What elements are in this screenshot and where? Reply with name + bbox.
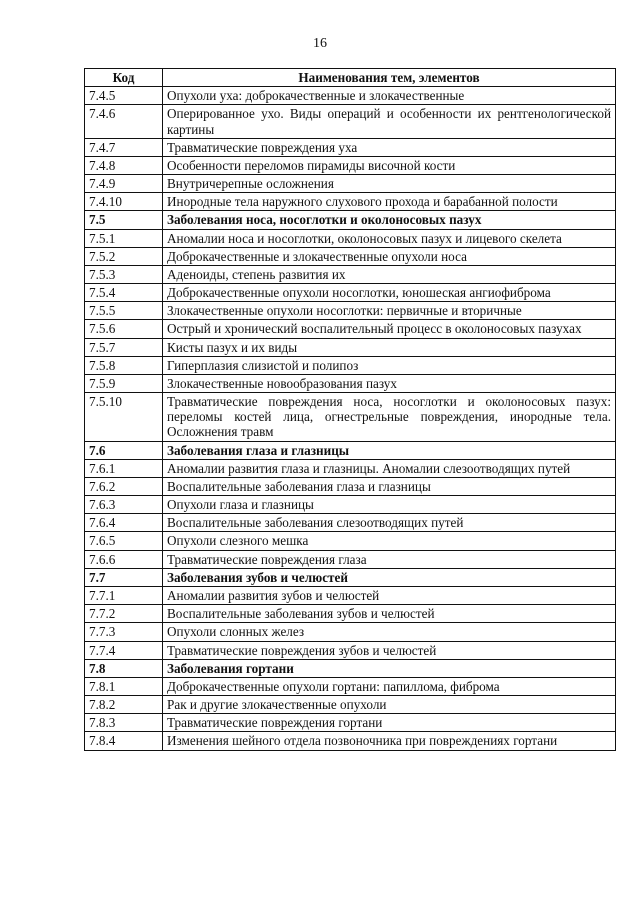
- topic-name: Воспалительные заболевания зубов и челюстей: [163, 605, 616, 623]
- table-row: [85, 550, 616, 568]
- table-row: [85, 284, 616, 302]
- topic-code: 7.4.7: [85, 138, 163, 156]
- topics-table: [84, 68, 616, 751]
- topic-name: Доброкачественные опухоли носоглотки, юношеская ангиофиброма: [163, 284, 616, 302]
- table-row: [85, 393, 616, 442]
- topic-code: 7.7: [85, 568, 163, 586]
- topic-name: Заболевания глаза и глазницы: [163, 441, 616, 459]
- table-row: [85, 320, 616, 338]
- topic-name: Гиперплазия слизистой и полипоз: [163, 356, 616, 374]
- topic-code: 7.7.3: [85, 623, 163, 641]
- topic-code: 7.8: [85, 659, 163, 677]
- table-row: [85, 714, 616, 732]
- topic-name: Злокачественные опухоли носоглотки: первичные и вторичные: [163, 302, 616, 320]
- topic-name: Травматические повреждения носа, носоглотки и околоносовых пазух: переломы костей лица, огнестрельные повреждения, инородные тела. Осложнения травм: [163, 393, 616, 442]
- topic-name: Опухоли глаза и глазницы: [163, 496, 616, 514]
- table-row: [85, 623, 616, 641]
- topic-code: 7.6.3: [85, 496, 163, 514]
- table-row: [85, 338, 616, 356]
- topic-name: Инородные тела наружного слухового прохода и барабанной полости: [163, 193, 616, 211]
- topic-code: 7.7.2: [85, 605, 163, 623]
- topic-code: 7.6.6: [85, 550, 163, 568]
- table-row: [85, 265, 616, 283]
- section-row: [85, 441, 616, 459]
- topic-name: Травматические повреждения глаза: [163, 550, 616, 568]
- table-row: [85, 87, 616, 105]
- section-row: [85, 659, 616, 677]
- topic-name: Опухоли уха: доброкачественные и злокачественные: [163, 87, 616, 105]
- table-row: [85, 374, 616, 392]
- table-row: [85, 496, 616, 514]
- table-row: [85, 514, 616, 532]
- topic-code: 7.8.1: [85, 677, 163, 695]
- topic-code: 7.5.7: [85, 338, 163, 356]
- table-header-row: [85, 69, 616, 87]
- table-row: [85, 356, 616, 374]
- topic-code: 7.4.10: [85, 193, 163, 211]
- section-row: [85, 211, 616, 229]
- table-row: [85, 732, 616, 750]
- topic-name: Кисты пазух и их виды: [163, 338, 616, 356]
- table-row: [85, 105, 616, 138]
- topic-code: 7.7.4: [85, 641, 163, 659]
- topic-code: 7.4.6: [85, 105, 163, 138]
- topic-code: 7.5.9: [85, 374, 163, 392]
- topic-name: Травматические повреждения уха: [163, 138, 616, 156]
- table-row: [85, 138, 616, 156]
- table-row: [85, 459, 616, 477]
- header-code: Код: [85, 69, 163, 87]
- topic-code: 7.7.1: [85, 586, 163, 604]
- topic-code: 7.5.1: [85, 229, 163, 247]
- table-row: [85, 229, 616, 247]
- table-row: [85, 696, 616, 714]
- topic-name: Аномалии развития зубов и челюстей: [163, 586, 616, 604]
- topic-name: Аномалии носа и носоглотки, околоносовых пазух и лицевого скелета: [163, 229, 616, 247]
- topic-name: Заболевания гортани: [163, 659, 616, 677]
- topic-name: Воспалительные заболевания слезоотводящих путей: [163, 514, 616, 532]
- topic-name: Особенности переломов пирамиды височной кости: [163, 156, 616, 174]
- topic-name: Заболевания зубов и челюстей: [163, 568, 616, 586]
- topic-code: 7.8.3: [85, 714, 163, 732]
- topic-name: Изменения шейного отдела позвоночника при повреждениях гортани: [163, 732, 616, 750]
- topic-name: Злокачественные новообразования пазух: [163, 374, 616, 392]
- topic-code: 7.4.8: [85, 156, 163, 174]
- topic-code: 7.5.5: [85, 302, 163, 320]
- topic-name: Оперированное ухо. Виды операций и особенности их рентгенологической картины: [163, 105, 616, 138]
- topic-code: 7.6.5: [85, 532, 163, 550]
- topic-code: 7.6.4: [85, 514, 163, 532]
- table-row: [85, 175, 616, 193]
- topic-name: Воспалительные заболевания глаза и глазницы: [163, 477, 616, 495]
- topic-code: 7.4.5: [85, 87, 163, 105]
- topic-code: 7.5.10: [85, 393, 163, 442]
- topic-name: Заболевания носа, носоглотки и околоносовых пазух: [163, 211, 616, 229]
- table-row: [85, 302, 616, 320]
- topic-code: 7.8.2: [85, 696, 163, 714]
- topic-code: 7.5.4: [85, 284, 163, 302]
- topic-code: 7.5.8: [85, 356, 163, 374]
- table-row: [85, 156, 616, 174]
- topic-code: 7.6.1: [85, 459, 163, 477]
- topic-name: Опухоли слезного мешка: [163, 532, 616, 550]
- topic-name: Внутричерепные осложнения: [163, 175, 616, 193]
- topic-name: Травматические повреждения зубов и челюстей: [163, 641, 616, 659]
- topic-name: Аденоиды, степень развития их: [163, 265, 616, 283]
- table-row: [85, 193, 616, 211]
- table-row: [85, 605, 616, 623]
- page-number: 16: [313, 36, 327, 51]
- topic-name: Острый и хронический воспалительный процесс в околоносовых пазухах: [163, 320, 616, 338]
- section-row: [85, 568, 616, 586]
- topic-code: 7.5.3: [85, 265, 163, 283]
- table-body: [85, 87, 616, 750]
- table-row: [85, 586, 616, 604]
- table-row: [85, 641, 616, 659]
- table-row: [85, 677, 616, 695]
- topic-name: Рак и другие злокачественные опухоли: [163, 696, 616, 714]
- topic-name: Доброкачественные и злокачественные опухоли носа: [163, 247, 616, 265]
- topic-code: 7.6: [85, 441, 163, 459]
- topic-name: Травматические повреждения гортани: [163, 714, 616, 732]
- header-topic-name: Наименования тем, элементов: [163, 69, 616, 87]
- topic-code: 7.6.2: [85, 477, 163, 495]
- table-row: [85, 532, 616, 550]
- topic-code: 7.5.6: [85, 320, 163, 338]
- topic-code: 7.5: [85, 211, 163, 229]
- topic-name: Доброкачественные опухоли гортани: папиллома, фиброма: [163, 677, 616, 695]
- topic-name: Аномалии развития глаза и глазницы. Аномалии слезоотводящих путей: [163, 459, 616, 477]
- topic-code: 7.5.2: [85, 247, 163, 265]
- table-row: [85, 247, 616, 265]
- topic-code: 7.8.4: [85, 732, 163, 750]
- table-row: [85, 477, 616, 495]
- topic-code: 7.4.9: [85, 175, 163, 193]
- topic-name: Опухоли слонных желез: [163, 623, 616, 641]
